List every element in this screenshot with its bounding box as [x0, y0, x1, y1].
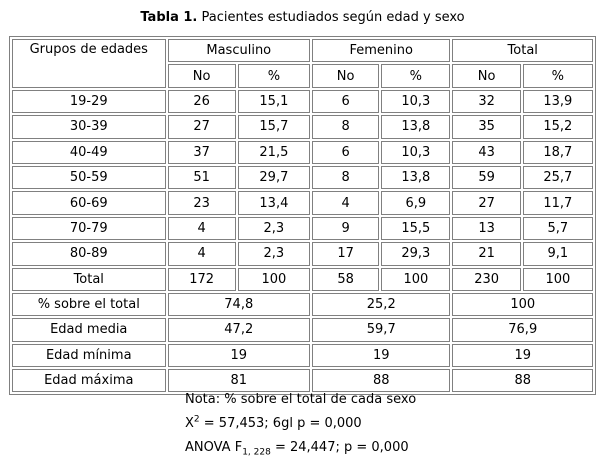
summary-label: % sobre el total — [12, 293, 166, 316]
summary-value: 19 — [452, 344, 593, 367]
table-cell: 100 — [238, 268, 310, 291]
caption-label: Tabla 1. — [140, 10, 198, 25]
table-notes — [185, 388, 416, 460]
table-cell: 13 — [452, 217, 520, 240]
table-cell: 27 — [452, 191, 520, 214]
summary-value: 81 — [168, 369, 311, 392]
table-cell: 13,9 — [523, 90, 593, 113]
table-cell: 26 — [168, 90, 236, 113]
table-cell: 100 — [523, 268, 593, 291]
row-label: 19-29 — [12, 90, 166, 113]
table-cell: 8 — [312, 115, 379, 138]
summary-label: Edad media — [12, 318, 166, 341]
table-cell: 29,3 — [381, 242, 450, 265]
table-cell: 51 — [168, 166, 236, 189]
table-cell: 15,1 — [238, 90, 310, 113]
table-cell: 100 — [381, 268, 450, 291]
table-cell: 5,7 — [523, 217, 593, 240]
age-group-row — [12, 115, 593, 138]
table-cell: 13,8 — [381, 115, 450, 138]
table-cell: 6,9 — [381, 191, 450, 214]
table-cell: 43 — [452, 141, 520, 164]
summary-label: Edad mínima — [12, 344, 166, 367]
table-cell: 6 — [312, 141, 379, 164]
table-cell: 15,7 — [238, 115, 310, 138]
summary-value: 74,8 — [168, 293, 311, 316]
table-cell: 27 — [168, 115, 236, 138]
table-cell: 21 — [452, 242, 520, 265]
total-row — [12, 268, 593, 291]
header-sub-cell: No — [452, 64, 520, 87]
age-group-row — [12, 90, 593, 113]
summary-value: 19 — [312, 344, 450, 367]
table-cell: 8 — [312, 166, 379, 189]
table-cell: 23 — [168, 191, 236, 214]
header-sub-cell: No — [168, 64, 236, 87]
summary-value: 59,7 — [312, 318, 450, 341]
table-cell: 13,8 — [381, 166, 450, 189]
summary-value: 47,2 — [168, 318, 311, 341]
chi-square-line — [185, 412, 416, 436]
table-cell: 37 — [168, 141, 236, 164]
table-cell: 10,3 — [381, 141, 450, 164]
table-cell: 230 — [452, 268, 520, 291]
table-cell: 35 — [452, 115, 520, 138]
chi-exponent: 2 — [193, 414, 200, 425]
header-sub-cell: % — [238, 64, 310, 87]
anova-result: = 24,447; p = 0,000 — [270, 440, 409, 455]
summary-label: Edad máxima — [12, 369, 166, 392]
age-group-row — [12, 166, 593, 189]
summary-value: 19 — [168, 344, 311, 367]
row-label: Total — [12, 268, 166, 291]
header-sub-cell: % — [381, 64, 450, 87]
row-label: 50-59 — [12, 166, 166, 189]
table-cell: 17 — [312, 242, 379, 265]
table-cell: 9,1 — [523, 242, 593, 265]
table-caption — [0, 9, 605, 27]
header-group-col: Grupos de edades — [12, 39, 166, 88]
note-line: Nota: % sobre el total de cada sexo — [185, 392, 417, 407]
summary-value: 88 — [312, 369, 450, 392]
table-cell: 4 — [168, 242, 236, 265]
table-cell: 4 — [312, 191, 379, 214]
table-cell: 4 — [168, 217, 236, 240]
anova-prefix: ANOVA F — [185, 440, 243, 455]
header-sub-cell: No — [312, 64, 379, 87]
age-group-row — [12, 141, 593, 164]
row-label: 60-69 — [12, 191, 166, 214]
table-cell: 18,7 — [523, 141, 593, 164]
table-cell: 25,7 — [523, 166, 593, 189]
summary-value: 88 — [452, 369, 593, 392]
table-cell: 2,3 — [238, 242, 310, 265]
row-label: 40-49 — [12, 141, 166, 164]
summary-value: 100 — [452, 293, 593, 316]
caption-text: Pacientes estudiados según edad y sexo — [197, 10, 465, 25]
table-cell: 6 — [312, 90, 379, 113]
summary-row — [12, 344, 593, 367]
table-cell: 2,3 — [238, 217, 310, 240]
header-masculino: Masculino — [168, 39, 311, 62]
table-cell: 9 — [312, 217, 379, 240]
table-cell: 58 — [312, 268, 379, 291]
anova-subscript: 1, 228 — [242, 447, 271, 458]
header-total: Total — [452, 39, 593, 62]
table-cell: 13,4 — [238, 191, 310, 214]
table-cell: 59 — [452, 166, 520, 189]
data-table — [9, 36, 596, 395]
header-row-groups — [12, 39, 593, 62]
age-group-row — [12, 191, 593, 214]
table-cell: 15,5 — [381, 217, 450, 240]
table-cell: 29,7 — [238, 166, 310, 189]
row-label: 30-39 — [12, 115, 166, 138]
table-cell: 32 — [452, 90, 520, 113]
age-group-row — [12, 217, 593, 240]
summary-row — [12, 318, 593, 341]
summary-value: 76,9 — [452, 318, 593, 341]
anova-line — [185, 436, 416, 460]
table-cell: 15,2 — [523, 115, 593, 138]
table-cell: 11,7 — [523, 191, 593, 214]
row-label: 70-79 — [12, 217, 166, 240]
chi-result: = 57,453; 6gl p = 0,000 — [199, 416, 362, 431]
chi-symbol: X — [185, 416, 194, 431]
row-label: 80-89 — [12, 242, 166, 265]
table-cell: 10,3 — [381, 90, 450, 113]
summary-value: 25,2 — [312, 293, 450, 316]
table-cell: 172 — [168, 268, 236, 291]
table-cell: 21,5 — [238, 141, 310, 164]
age-group-row — [12, 242, 593, 265]
header-femenino: Femenino — [312, 39, 450, 62]
header-sub-cell: % — [523, 64, 593, 87]
summary-row — [12, 293, 593, 316]
